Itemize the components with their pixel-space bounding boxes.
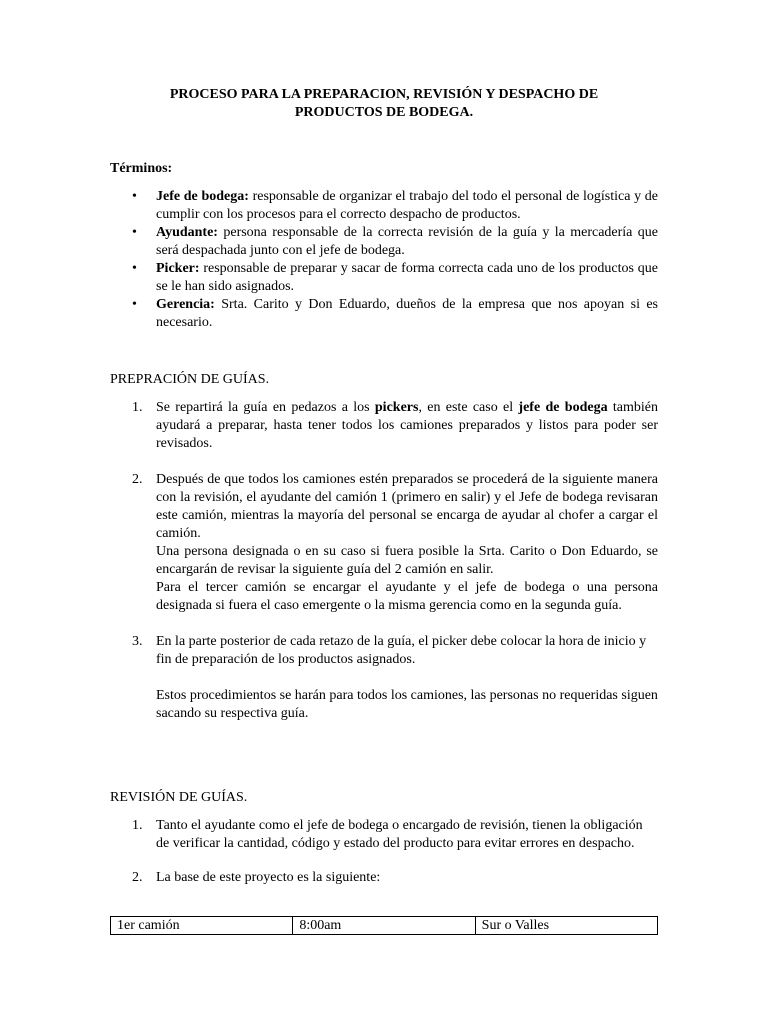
term-description: responsable de organizar el trabajo del todo el personal de logística y de cumplir con los procesos para el correcto despacho de productos.	[156, 189, 659, 222]
term-description: responsable de preparar y sacar de forma correcta cada uno de los productos que se le han sido asignados.	[156, 261, 658, 294]
revision-list	[110, 817, 658, 887]
title-line-1: PROCESO PARA LA PREPARACION, REVISIÓN Y DESPACHO DE	[169, 87, 599, 102]
step-text: , en este caso el	[418, 400, 519, 415]
bullet-icon: •	[132, 189, 137, 204]
terminos-list	[110, 188, 658, 332]
step-paragraph: Estos procedimientos se harán para todos los camiones, las personas no requeridas siguen sacando su respectiva guía.	[156, 688, 658, 721]
list-item	[110, 188, 658, 224]
step-paragraph: Para el tercer camión se encargar el ayudante y el jefe de bodega o una persona designada si fuera el caso emergente o la misma gerencia como en la segunda guía.	[156, 580, 658, 613]
list-item	[110, 633, 658, 723]
list-item	[110, 471, 658, 615]
step-paragraph: Tanto el ayudante como el jefe de bodega o encargado de revisión, tienen la obligación de verificar la cantidad, código y estado del producto para evitar errores en despacho.	[156, 818, 643, 851]
list-item	[110, 399, 658, 453]
schedule-table	[110, 916, 658, 935]
step-number: 1.	[132, 818, 143, 833]
step-number: 2.	[132, 472, 143, 487]
table-cell: 1er camión	[111, 917, 293, 935]
table-cell: 8:00am	[293, 917, 475, 935]
preparacion-heading: PREPRACIÓN DE GUÍAS.	[110, 372, 270, 387]
term-description: persona responsable de la correcta revisión de la guía y la mercadería que será despachada junto con el jefe de bodega.	[156, 225, 658, 258]
step-bold-text: pickers	[374, 400, 419, 415]
list-item	[110, 869, 658, 887]
term-label: Picker:	[156, 261, 200, 276]
table-cell: Sur o Valles	[475, 917, 657, 935]
preparacion-list	[110, 399, 658, 723]
document-title	[110, 86, 658, 122]
term-label: Ayudante:	[156, 225, 218, 240]
bullet-icon: •	[132, 261, 137, 276]
step-text: también ayudará a preparar, hasta tener todos los camiones preparados y listos para poder ser revisados.	[156, 400, 658, 451]
step-number: 3.	[132, 634, 143, 649]
title-line-2: PRODUCTOS DE BODEGA.	[294, 105, 474, 120]
preparacion-section	[110, 371, 658, 723]
term-label: Gerencia:	[156, 297, 215, 312]
list-item	[110, 224, 658, 260]
step-paragraph: Una persona designada o en su caso si fuera posible la Srta. Carito o Don Eduardo, se encargarán de revisar la siguiente guía del 2 camión en salir.	[156, 544, 658, 577]
term-description: Srta. Carito y Don Eduardo, dueños de la empresa que nos apoyan si es necesario.	[156, 297, 658, 330]
step-paragraph: Después de que todos los camiones estén preparados se procederá de la siguiente manera con la revisión, el ayudante del camión 1 (primero en salir) y el Jefe de bodega revisaran este camión, mientras la mayoría del personal se encarga de ayudar al chofer a cargar el camión.	[156, 472, 658, 541]
list-item	[110, 817, 658, 853]
step-paragraph: La base de este proyecto es la siguiente:	[156, 870, 381, 885]
revision-heading: REVISIÓN DE GUÍAS.	[110, 790, 248, 805]
list-item	[110, 296, 658, 332]
terminos-section	[110, 160, 658, 332]
step-bold-text: jefe de bodega	[518, 400, 608, 415]
step-number: 2.	[132, 870, 143, 885]
step-text: Se repartirá la guía en pedazos a los	[156, 400, 375, 415]
step-number: 1.	[132, 400, 143, 415]
list-item	[110, 260, 658, 296]
term-label: Jefe de bodega:	[156, 189, 249, 204]
bullet-icon: •	[132, 297, 137, 312]
terminos-heading: Términos:	[110, 161, 173, 176]
table-row	[111, 917, 658, 935]
revision-section	[110, 789, 658, 887]
bullet-icon: •	[132, 225, 137, 240]
step-paragraph: En la parte posterior de cada retazo de la guía, el picker debe colocar la hora de inicio y fin de preparación de los productos asignados.	[156, 634, 647, 667]
